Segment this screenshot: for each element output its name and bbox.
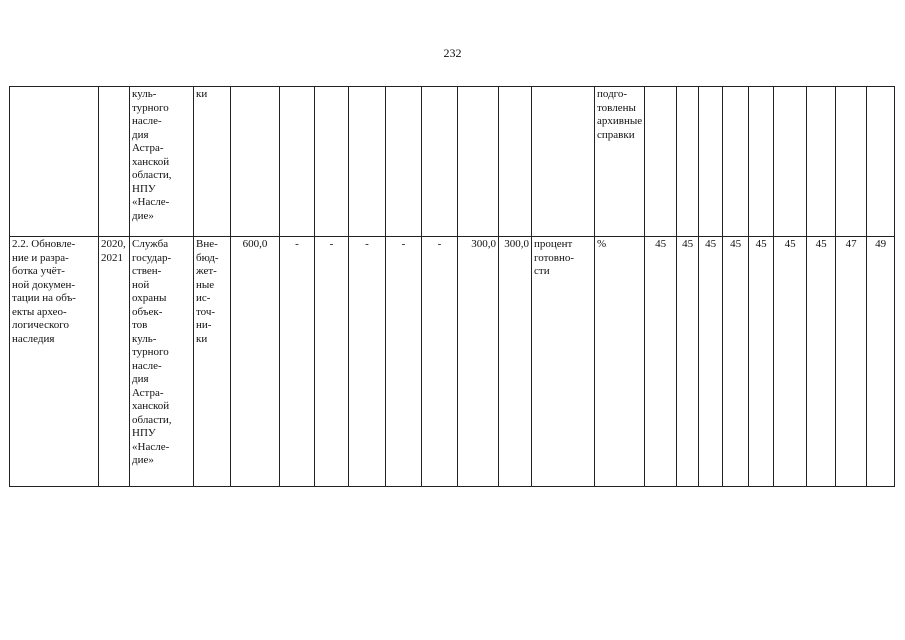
cell-activity: 2.2. Обновле- ние и разра- ботка учёт- ной докумен- тации на объ- екты архео- логического наследия [10,237,99,487]
table-row [10,237,895,487]
cell-fin [349,87,386,237]
cell-value [867,87,895,237]
cell-fin: - [315,237,349,487]
cell-value [645,87,677,237]
cell-fin: - [422,237,458,487]
cell-value: 45 [645,237,677,487]
cell-fin [422,87,458,237]
cell-years: 2020, 2021 [99,237,130,487]
cell-value: 45 [807,237,836,487]
cell-source: Вне- бюд- жет- ные ис- точ- ни- ки [194,237,231,487]
table-row [10,87,895,237]
cell-unit: подго- товлены архивные справки [595,87,645,237]
cell-value: 45 [677,237,699,487]
cell-value [677,87,699,237]
cell-value [749,87,774,237]
cell-fin [280,87,315,237]
cell-fin: - [280,237,315,487]
cell-fin: 300,0 [458,237,499,487]
cell-fin [386,87,422,237]
cell-total: 600,0 [231,237,280,487]
cell-unit: % [595,237,645,487]
cell-value: 45 [774,237,807,487]
cell-value: 47 [836,237,867,487]
cell-indicator: процент готовно- сти [532,237,595,487]
cell-total [231,87,280,237]
cell-source: ки [194,87,231,237]
cell-value [774,87,807,237]
program-table [9,86,895,487]
cell-fin: - [349,237,386,487]
cell-fin: - [386,237,422,487]
cell-years [99,87,130,237]
program-table-wrapper [9,86,895,487]
cell-value: 49 [867,237,895,487]
cell-fin [458,87,499,237]
cell-executor: куль- турного насле- дия Астра- ханской области, НПУ «Насле- дие» [130,87,194,237]
cell-value: 45 [699,237,723,487]
cell-fin [315,87,349,237]
cell-fin [499,87,532,237]
cell-value [723,87,749,237]
page-number: 232 [443,46,462,60]
cell-activity [10,87,99,237]
cell-value [807,87,836,237]
cell-indicator [532,87,595,237]
cell-fin: 300,0 [499,237,532,487]
cell-value [699,87,723,237]
cell-value: 45 [723,237,749,487]
cell-value [836,87,867,237]
cell-executor: Служба государ- ствен- ной охраны объек- тов куль- турного насле- дия Астра- ханской области, НПУ «Насле- дие» [130,237,194,487]
cell-value: 45 [749,237,774,487]
